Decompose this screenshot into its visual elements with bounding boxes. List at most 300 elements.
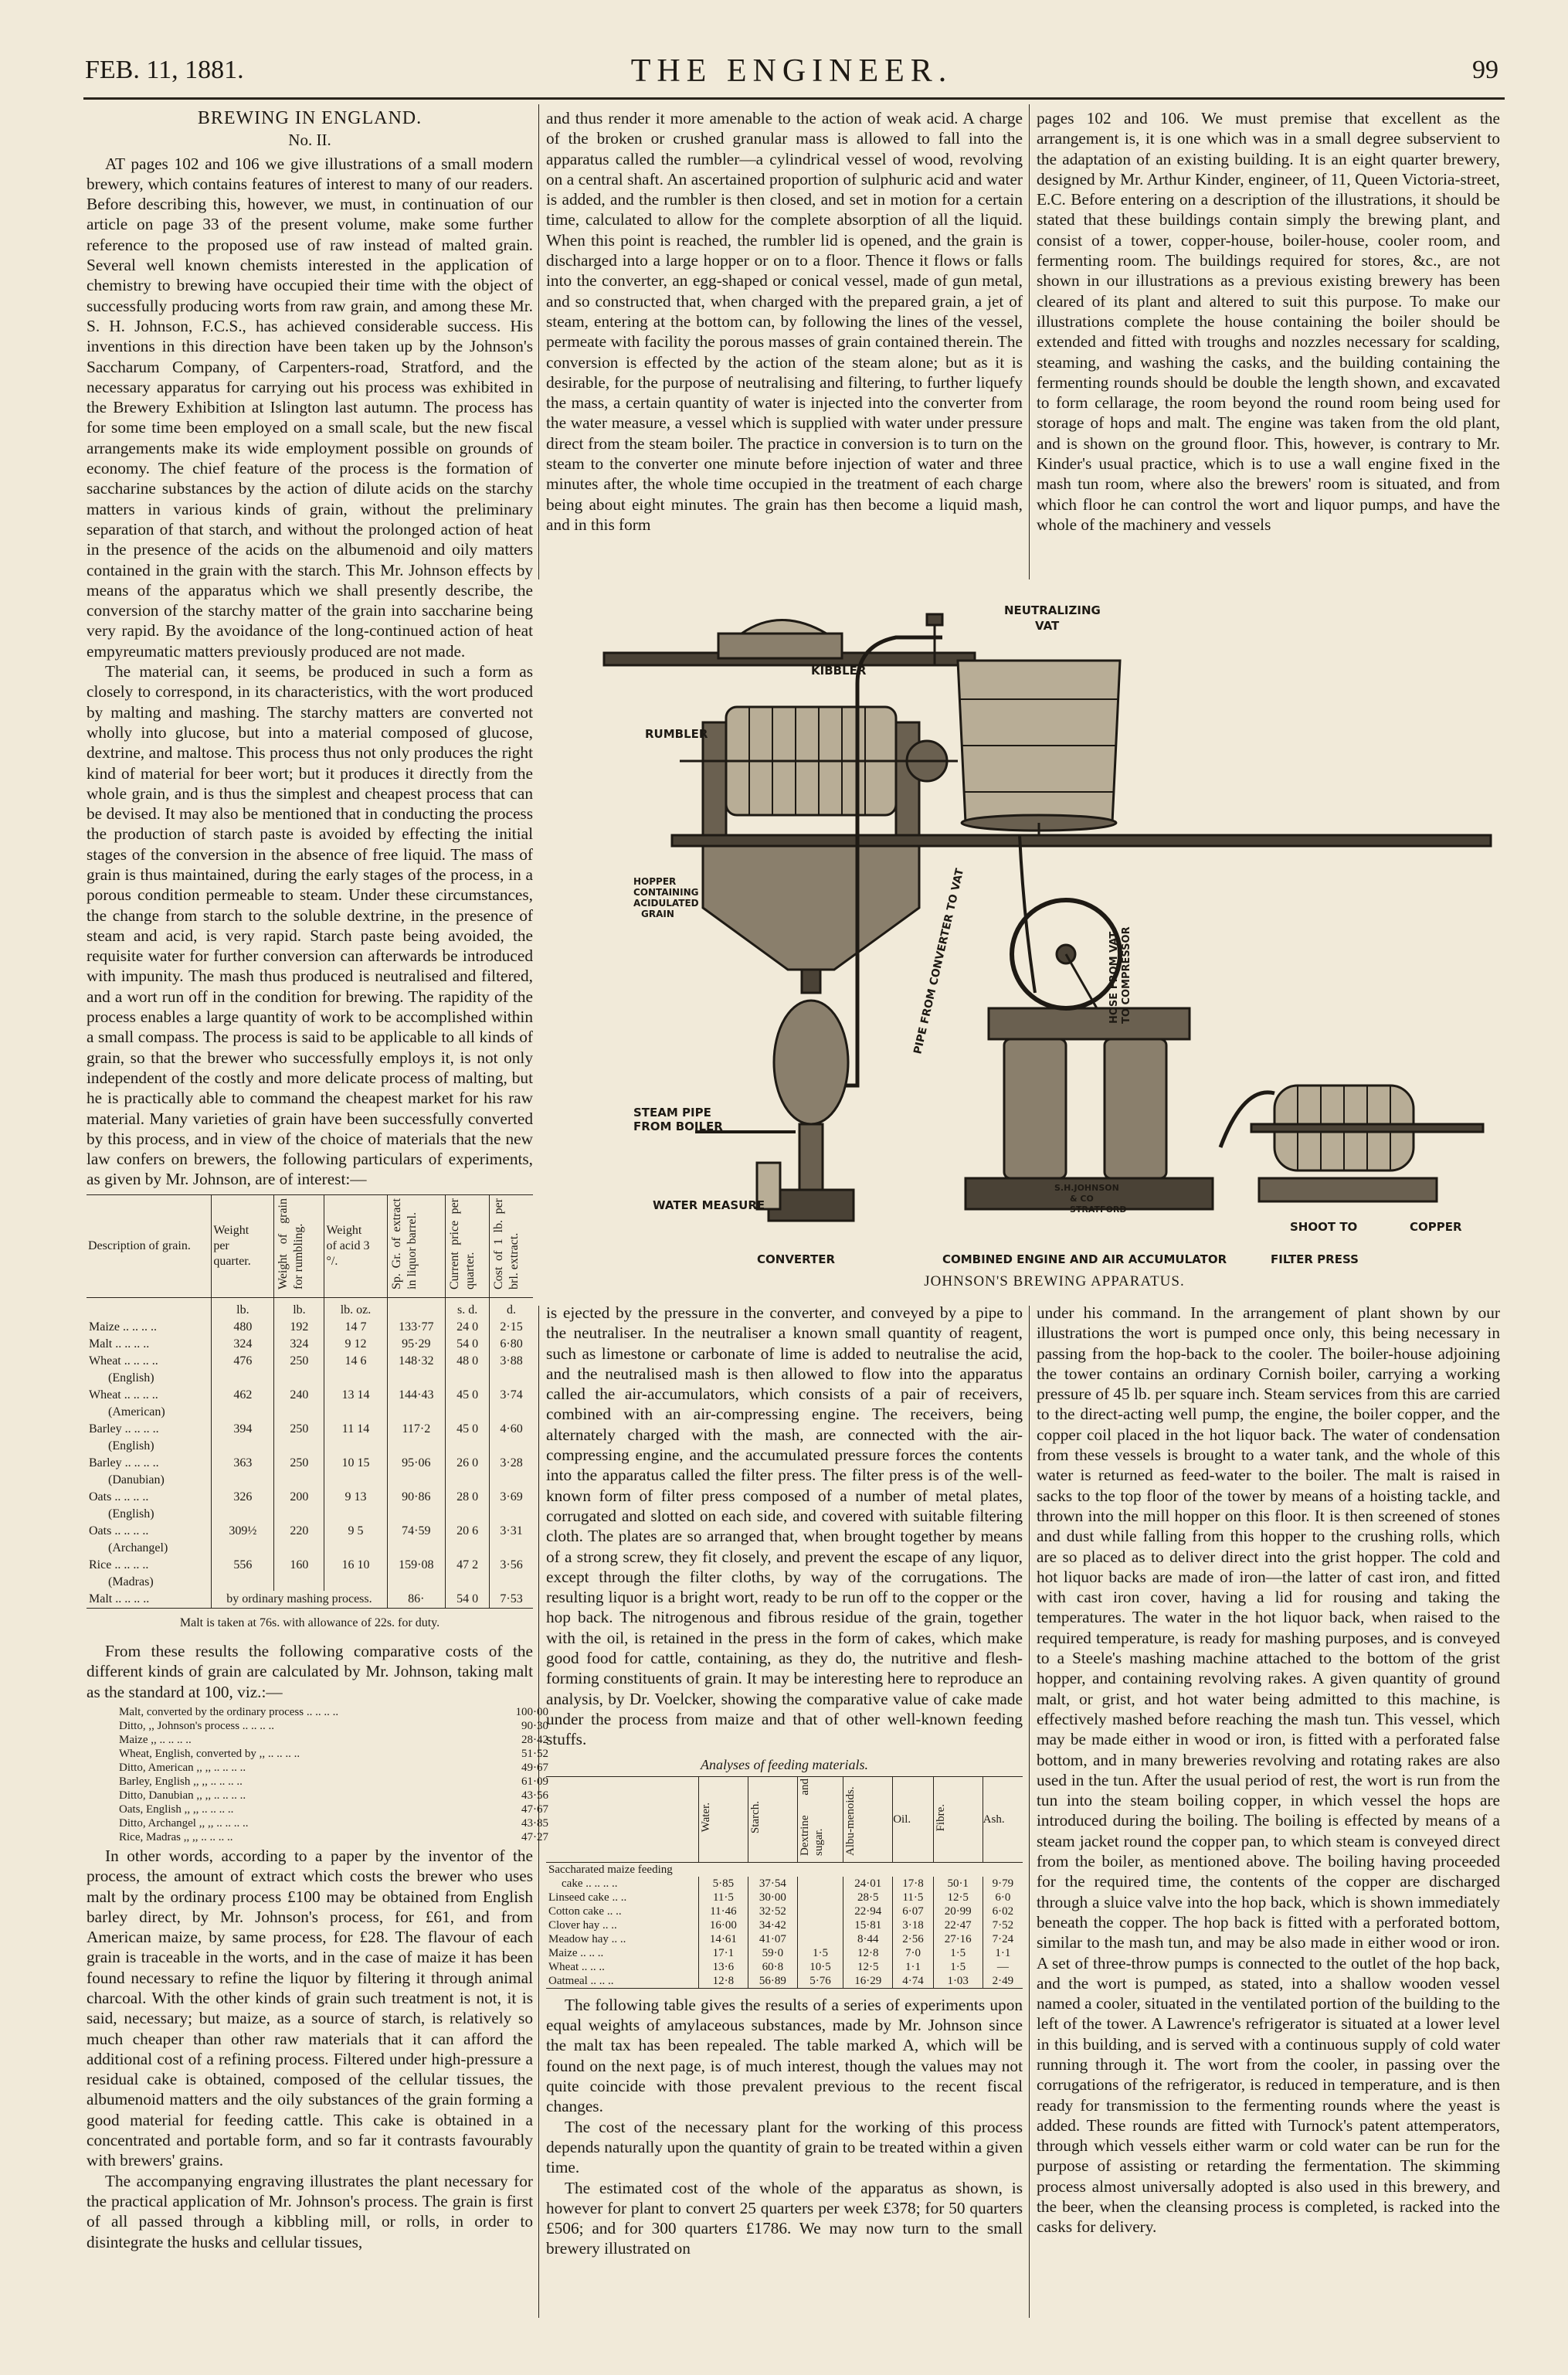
table-cell: 54 0 — [446, 1336, 490, 1353]
table-header: Description of grain. — [87, 1194, 212, 1297]
table-cell — [446, 1404, 490, 1421]
label-water-measure: WATER MEASURE — [653, 1198, 765, 1212]
table-cell: 22·47 — [933, 1918, 983, 1932]
table-cell: 133·77 — [387, 1319, 446, 1336]
table-cell: 10 15 — [324, 1455, 387, 1472]
table-row — [87, 1489, 533, 1506]
table-cell — [797, 1877, 843, 1891]
table-cell — [274, 1540, 324, 1557]
table-cell: 59·0 — [748, 1946, 797, 1960]
table-cell: 3·18 — [893, 1918, 934, 1932]
label-kibbler: KIBBLER — [811, 664, 867, 678]
table-cell: 3·69 — [490, 1489, 533, 1506]
table-cell — [212, 1370, 274, 1387]
row-label: Barley .. .. .. .. — [89, 1456, 159, 1470]
label-neutralizing: NEUTRALIZING — [1004, 603, 1101, 617]
comparative-costs-list — [117, 1705, 550, 1844]
table-header-text: Water. — [699, 1802, 712, 1833]
table-cell: 3·74 — [490, 1387, 533, 1404]
table-cell: 12·8 — [698, 1974, 748, 1989]
row-label: Linseed cake .. .. — [548, 1891, 627, 1904]
table-cell: 250 — [274, 1353, 324, 1370]
table-cell: 47 2 — [446, 1557, 490, 1574]
table-header-text: Starch. — [748, 1801, 762, 1834]
label-hopper: ACIDULATED — [633, 898, 699, 909]
table-cell: 61·09 — [521, 1775, 548, 1788]
label-hopper: CONTAINING — [633, 887, 699, 898]
column-3-top — [1037, 108, 1500, 535]
label-filter-press: FILTER PRESS — [1271, 1252, 1359, 1266]
units-row — [87, 1297, 533, 1319]
paragraph: The following table gives the results of a series of experiments upon equal weights of amylaceous substances, made by Mr. Johnson since the malt tax has been repealed. The table marked A, which will be found on the next page, is of much interest, though the values may not quite coincide with those prevalent previous to the recent fiscal changes. — [546, 1995, 1023, 2116]
table-cell: 1·5 — [933, 1960, 983, 1974]
row-label: Barley, English ,, ,, .. .. .. .. — [119, 1775, 243, 1788]
table-cell: 13·6 — [698, 1960, 748, 1974]
row-label: Malt .. .. .. .. — [89, 1337, 150, 1351]
paragraph: From these results the following comparative costs of the different kinds of grain are calculated by Mr. Johnson, taking malt as the standard at 100, viz.:— — [87, 1642, 533, 1701]
table-cell: 3·56 — [490, 1557, 533, 1574]
row-label: Oats .. .. .. .. — [89, 1490, 149, 1503]
paragraph: AT pages 102 and 106 we give illustrations of a small modern brewery, which contains features of interest to many of our readers. Before describing this, however, we must, in continuation of our article on page 33 of the present volume, make some further reference to the proposed use of raw instead of malted grain. Several well known chemists interested in the application of chemistry to brewing have occupied their time with the object of successfully producing worts from raw grain, and among these Mr. S. H. Johnson, F.C.S., has achieved considerable success. His inventions in this direction have been taken up by the Johnson's Saccharum Company, of Carpenters-road, Stratford, and the necessary apparatus for carrying out his process was exhibited in the Brewery Exhibition at Islington last autumn. The process has for some time been employed on a small scale, but the new fiscal arrangements make its wide employment possible on grounds of economy. The chief feature of the process is the formation of saccharine substances by the action of dilute acids on the starchy matters in various kinds of grain, without the preliminary separation of that starch, and without the prolonged action of heat in the presence of the acids on the albumenoid and oily matters contained in the grain with the starch. This Mr. Johnson effects by means of the apparatus which we shall presently describe, the conversion of the starchy matter of the grain into saccharine being very rapid. By the avoidance of the long-continued action of heat empyreumatic matters previously produced are not made. — [87, 154, 533, 661]
table-row — [546, 1974, 1023, 1989]
table-cell — [324, 1540, 387, 1557]
page-header — [85, 53, 1498, 94]
table-header — [797, 1776, 843, 1862]
table-cell: 43·85 — [521, 1816, 548, 1830]
row-label: Cotton cake .. .. — [548, 1904, 622, 1918]
table-cell: 4·60 — [490, 1421, 533, 1438]
issue-date: FEB. 11, 1881. — [85, 56, 244, 84]
table-cell — [324, 1438, 387, 1455]
table-cell — [387, 1540, 446, 1557]
table-row — [546, 1946, 1023, 1960]
floor-beam — [672, 835, 1491, 846]
unit-cell: s. d. — [446, 1297, 490, 1319]
table-cell: 220 — [274, 1523, 324, 1540]
table-cell — [274, 1404, 324, 1421]
table-cell: 324 — [274, 1336, 324, 1353]
paragraph: The accompanying engraving illustrates the plant necessary for the practical application of Mr. Johnson's process. The grain is first of all passed through a kibbling mill, or rolls, in order to disintegrate the husks and cellular tissues, — [87, 2171, 533, 2251]
table-cell — [324, 1404, 387, 1421]
table-cell: 9 12 — [324, 1336, 387, 1353]
row-label: Malt, converted by the ordinary process .. .. .. .. — [119, 1705, 339, 1718]
table-cell — [387, 1472, 446, 1489]
table-cell: 16 10 — [324, 1557, 387, 1574]
table-cell — [446, 1540, 490, 1557]
unit-cell: lb. — [212, 1297, 274, 1319]
row-label: Oats, English ,, ,, .. .. .. .. — [119, 1802, 234, 1816]
table-cell — [274, 1574, 324, 1591]
table-row — [546, 1960, 1023, 1974]
table-header: Ash. — [983, 1776, 1023, 1862]
kibbler-grain-heap — [742, 620, 826, 634]
row-label: Oatmeal .. .. .. — [546, 1974, 698, 1989]
table-cell: 6·0 — [983, 1891, 1023, 1904]
label-hose: TO COMPRESSOR — [1121, 926, 1132, 1024]
paragraph: and thus render it more amenable to the action of weak acid. A charge of the broken or crushed granular mass is allowed to fall into the apparatus called the rumbler—a cylindrical vessel of wood, revolving on a central shaft. An ascertained proportion of sulphuric acid and water is added, and the rumbler is then closed, and set in motion for a certain time, calculated to allow for the complete absorption of all the liquid. When this point is reached, the rumbler lid is opened, and the grain is discharged into a large hopper or on to a floor. Thence it flows or falls into the converter, an egg-shaped or conical vessel, made of gun metal, and so constructed that, when charged with the prepared grain, a jet of steam, entering at the bottom can, by following the lines of the vessel, permeate with facility the porous masses of grain contained therein. The conversion is effected by the action of the steam alone; but as it is desirable, for the purpose of neutralising and filtering, to further liquefy the mass, a certain quantity of water is injected into the converter from the water measure, a vessel which is supplied with water under pressure direct from the steam boiler. The practice in conversion is to turn on the steam to the converter one minute before injection of water and three minutes after, the whole time occupied in the treatment of each charge being about eight minutes. The grain has then become a liquid mash, and in this form — [546, 109, 1023, 534]
column-2-bottom — [546, 1303, 1023, 2259]
table-cell: 11·5 — [893, 1891, 934, 1904]
table-note: Malt is taken at 76s. with allowance of 22s. for duty. — [179, 1616, 440, 1629]
table-cell: 86· — [387, 1591, 446, 1609]
table-row — [87, 1421, 533, 1438]
label-hopper: HOPPER — [633, 876, 677, 887]
neutralizing-vat — [958, 661, 1120, 823]
column-rule-2 — [1029, 104, 1030, 579]
figure-caption: JOHNSON'S BREWING APPARATUS. — [924, 1273, 1185, 1289]
row-label: Maize ,, .. .. .. .. — [119, 1733, 192, 1746]
column-rule-4 — [1029, 1306, 1030, 2318]
table-cell — [446, 1370, 490, 1387]
grain-table-body — [87, 1297, 533, 1608]
label-copper: COPPER — [1410, 1220, 1462, 1234]
table-cell: 15·81 — [843, 1918, 893, 1932]
label-steam-pipe: FROM BOILER — [633, 1120, 723, 1133]
air-accumulator-right — [1105, 1039, 1166, 1178]
table-cell: 200 — [274, 1489, 324, 1506]
table-cell: — — [983, 1960, 1023, 1974]
air-accumulator-left — [1004, 1039, 1066, 1178]
article-title: BREWING IN ENGLAND. — [197, 108, 423, 128]
table-cell: 10·5 — [797, 1960, 843, 1974]
table-cell — [324, 1574, 387, 1591]
table-cell: 16·00 — [698, 1918, 748, 1932]
table-cell: 1·03 — [933, 1974, 983, 1989]
table-cell: 309½ — [212, 1523, 274, 1540]
table-header — [324, 1194, 387, 1297]
table-header — [933, 1776, 983, 1862]
table-cell: 20·99 — [933, 1904, 983, 1918]
table-cell: 24 0 — [446, 1319, 490, 1336]
table-cell — [387, 1404, 446, 1421]
table-cell: 240 — [274, 1387, 324, 1404]
table-cell: 34·42 — [748, 1918, 797, 1932]
table-cell — [324, 1506, 387, 1523]
table-header: Oil. — [893, 1776, 934, 1862]
table-cell: 9·79 — [983, 1877, 1023, 1891]
table-cell: 90·86 — [387, 1489, 446, 1506]
table-cell: 50·1 — [933, 1877, 983, 1891]
row-label: (Archangel) — [108, 1541, 168, 1554]
list-item — [117, 1747, 550, 1761]
row-label: Rice, Madras ,, ,, .. .. .. .. — [119, 1830, 233, 1843]
unit-cell: lb. — [274, 1297, 324, 1319]
table-cell — [446, 1472, 490, 1489]
table-cell: 22·94 — [843, 1904, 893, 1918]
table-row — [546, 1918, 1023, 1932]
column-3-bottom — [1037, 1303, 1500, 2237]
table-cell: 45 0 — [446, 1421, 490, 1438]
row-label: (Danubian) — [108, 1473, 165, 1486]
table-cell: 43·56 — [521, 1789, 548, 1802]
row-label: Malt .. .. .. .. — [87, 1591, 212, 1609]
table-header — [748, 1776, 797, 1862]
article-number: No. II. — [288, 131, 331, 150]
table-cell: 148·32 — [387, 1353, 446, 1370]
list-item — [117, 1775, 550, 1789]
table-cell — [446, 1438, 490, 1455]
table-cell: 26 0 — [446, 1455, 490, 1472]
kibbler — [718, 634, 842, 658]
table-cell: 324 — [212, 1336, 274, 1353]
table-row — [87, 1574, 533, 1591]
paragraph: under his command. In the arrangement of plant shown by our illustrations the wort is pumped once only, this being necessary in passing from the hop-back to the cooler. The boiler-house adjoining the tower contains an ordinary Cornish boiler, carrying a working pressure of 45 lb. per square inch. Steam services from this are carried to the direct-acting well pump, the engine, the boiler copper, and the copper coil placed in the hot liquor back. The water of condensation from these vessels is brought to a water tank, and the whole of this water is returned as feed-water to the boiler. The malt is raised in sacks to the top floor of the tower by means of a hoisting tackle, and thrown into the mill hopper on this floor. It is then screened of stones and dust while falling from this hopper to the crushing rolls, which are so placed as to deliver direct into the grist hopper. The cold and hot liquor backs are made of iron—the latter of cast iron, and fitted with cast iron cover, having a lid for rousing and taking the temperatures. The water in the hot liquor back, when raised to the required temperature, is ready for mashing purposes, and is conveyed to a Steele's mashing machine attached to the bottom of the grist hopper, and containing revolving rakes. A given quantity of ground malt, or grist, and hot water being admitted to this machine, is effectively mashed before reaching the mash tun. This vessel, which may be made either in wood or iron, is fitted with a perforated false bottom, and in many breweries revolving and rotating rakes are also used in the tun. After the usual period of rest, the wort is run from the tun into the steam boiling copper, in which vessel the hops are introduced during the boiling. The boiling is effected by means of a steam jacket round the copper pan, to which steam is conveyed direct from the boiler, as mentioned above. The boiling having proceeded for the required time, the contents of the copper are discharged through a sluice valve into the hop back, which is shown immediately beneath the copper. The hop back is fitted with a perforated bottom, similar to the mash tun, and may be also made in either wood or iron. A set of three-throw pumps is connected to the outlet of the hop back, and the wort is pumped, as stated, into a shallow wooden vessel named a cooler, situated in the ventilated portion of the building to the left of the tower. A Lawrence's refrigerator is situated at a lower level in this building, and is served with a continuous supply of cold water running through it. The wort from the cooler, in passing over the corrugations of the refrigerator, is reduced in temperature, and is then ready for transmission to the fermenting rounds where the yeast is added. These rounds are fitted with Turnock's patent attemperators, through which vessels either warm or cold water can be run for the purpose of assisting or retarding the fermentation. The skimming process almost universally adopted is also used in this brewery, and the beer, when the cleansing process is completed, is racked into the casks for delivery. — [1037, 1303, 1500, 2237]
label-combined-engine: COMBINED ENGINE AND AIR ACCUMULATOR — [942, 1252, 1227, 1266]
table-header-text: Dextrine and sugar. — [798, 1779, 825, 1857]
table-cell: 95·06 — [387, 1455, 446, 1472]
label-shoot-to: SHOOT TO — [1290, 1220, 1358, 1234]
table-row — [87, 1336, 533, 1353]
table-cell: 3·28 — [490, 1455, 533, 1472]
table-cell — [324, 1472, 387, 1489]
table-cell: 14 7 — [324, 1319, 387, 1336]
paragraph: The estimated cost of the whole of the apparatus as shown, is however for plant to convert 25 quarters per week £378; for 50 quarters £506; and for 300 quarters £1786. We may now turn to the small brewery illustrated on — [546, 2178, 1023, 2258]
table-cell — [490, 1472, 533, 1489]
unit-cell — [87, 1297, 212, 1319]
row-label: (English) — [108, 1371, 154, 1385]
page-number: 99 — [1472, 56, 1498, 84]
column-1 — [87, 108, 548, 2252]
table-row — [87, 1506, 533, 1523]
table-cell — [324, 1370, 387, 1387]
list-item — [117, 1733, 550, 1747]
table-row — [87, 1404, 533, 1421]
table-cell — [274, 1370, 324, 1387]
table-cell — [212, 1506, 274, 1523]
table-cell — [387, 1438, 446, 1455]
row-label: (English) — [108, 1507, 154, 1520]
table-cell: 6·07 — [893, 1904, 934, 1918]
table-header-text: Current price per quarter. — [448, 1198, 477, 1289]
header-rule — [83, 97, 1505, 100]
table-cell: 17·8 — [893, 1877, 934, 1891]
table-cell: 12·5 — [843, 1960, 893, 1974]
label-rumbler: RUMBLER — [645, 727, 708, 741]
table-cell — [797, 1891, 843, 1904]
table-cell — [274, 1506, 324, 1523]
table-header-text: Weight of grain for rumbling. — [277, 1198, 306, 1289]
table-cell: 11·46 — [698, 1904, 748, 1918]
table-cell: 7·24 — [983, 1932, 1023, 1946]
table-cell — [212, 1540, 274, 1557]
table-cell: 250 — [274, 1421, 324, 1438]
table-header — [274, 1194, 324, 1297]
table-cell: 480 — [212, 1319, 274, 1336]
table-cell: 4·74 — [893, 1974, 934, 1989]
table-cell — [797, 1932, 843, 1946]
table-cell — [212, 1438, 274, 1455]
table-cell: 9 13 — [324, 1489, 387, 1506]
table-header-text: Albu-menoids. — [844, 1786, 857, 1857]
table-cell: 47·27 — [521, 1830, 548, 1843]
row-label: Wheat .. .. .. .. — [89, 1388, 158, 1402]
row-label: Maize .. .. .. .. — [89, 1320, 157, 1334]
table-cell: 7·53 — [490, 1591, 533, 1609]
table-cell: 11 14 — [324, 1421, 387, 1438]
table-cell: 117·2 — [387, 1421, 446, 1438]
table-cell — [212, 1404, 274, 1421]
table-row — [87, 1455, 533, 1472]
table-cell: 60·8 — [748, 1960, 797, 1974]
row-label: Clover hay .. .. — [548, 1918, 617, 1932]
table-cell: 100·00 — [515, 1705, 548, 1718]
table-cell: 7·0 — [893, 1946, 934, 1960]
list-item — [117, 1830, 550, 1844]
row-label: (English) — [108, 1439, 154, 1453]
table-cell — [387, 1506, 446, 1523]
label-steam-pipe: STEAM PIPE — [633, 1106, 711, 1120]
table-cell: 27·16 — [933, 1932, 983, 1946]
table-header-text: Weight of acid 3 °/. — [326, 1223, 370, 1268]
table-row — [87, 1387, 533, 1404]
unit-cell — [387, 1297, 446, 1319]
table-cell: 30·00 — [748, 1891, 797, 1904]
table-cell: 159·08 — [387, 1557, 446, 1574]
analysis-title: Analyses of feeding materials. — [701, 1756, 868, 1772]
table-cell: 28·5 — [843, 1891, 893, 1904]
table-cell: 12·5 — [933, 1891, 983, 1904]
list-item — [117, 1761, 550, 1775]
table-cell: 48 0 — [446, 1353, 490, 1370]
table-cell: 20 6 — [446, 1523, 490, 1540]
paragraph: The cost of the necessary plant for the working of this process depends naturally upon the quantity of grain to be treated within a given time. — [546, 2117, 1023, 2177]
paragraph: is ejected by the pressure in the converter, and conveyed by a pipe to the neutraliser. In the neutraliser a known small quantity of reagent, such as limestone or carbonate of lime is added to neutralise the acid, and the neutralised mash is then allowed to flow into the apparatus called the air-accumulators, which consists of a pair of receivers, combined with an air-compressing engine. The receivers, being alternately charged with the mash, are connected with the air-compressing engine, and the accumulated pressure forces the contents into the apparatus called the filter press. The filter press is of the well-known form of filter press composed of a number of metal plates, corrugated and slotted on each side, and covered with suitable filtering cloth. The plates are so arranged that, when brought together by means of a strong screw, they fit closely, and prevent the escape of any liquor, except through the filter cloths, by way of the corrugations. The resulting liquor is a bright wort, ready to be run off to the copper or the hop back. The nitrogenous and fibrous residue of the grain, together with the oil, is retained in the press in the form of cakes, which make good food for cattle, containing, as they do, the nutritive and flesh-forming constituents of grain. It may be interesting here to reproduce an analysis, by Dr. Voelcker, showing the comparative value of cake made under the process from maize and that of other well-known feeding stuffs. — [546, 1303, 1023, 1749]
brewing-apparatus-engraving — [602, 591, 1506, 1290]
table-cell: 45 0 — [446, 1387, 490, 1404]
table-cell — [490, 1370, 533, 1387]
column-rule-1 — [538, 104, 539, 579]
row-label: (American) — [108, 1405, 165, 1419]
row-label: Wheat .. .. .. .. — [89, 1354, 158, 1368]
row-label: Ditto, ,, Johnson's process .. .. .. .. — [119, 1719, 275, 1732]
table-row — [87, 1353, 533, 1370]
row-label: Meadow hay .. .. — [548, 1932, 626, 1945]
table-header — [546, 1776, 698, 1862]
list-item — [117, 1802, 550, 1816]
table-cell: 3·31 — [490, 1523, 533, 1540]
table-cell — [490, 1438, 533, 1455]
table-cell: 476 — [212, 1353, 274, 1370]
table-cell: 16·29 — [843, 1974, 893, 1989]
table-cell: 14 6 — [324, 1353, 387, 1370]
table-cell — [387, 1370, 446, 1387]
converter-vessel — [774, 1001, 848, 1124]
table-cell: 9 5 — [324, 1523, 387, 1540]
table-cell — [797, 1904, 843, 1918]
paragraph: In other words, according to a paper by the inventor of the process, the amount of extract which costs the brewer who uses malt by the ordinary process £100 may be obtained from English barley direct, by Mr. Johnson's process, for £61, and from American maize, by same process, for £28. The flavour of each grain is traceable in the worts, and in the case of maize it has been found necessary to refine the liquor by filtering it through animal charcoal. With the other kinds of grain such treatment is not, it is said, necessary; but maize, as a source of starch, is relatively so much cheaper than other raw materials that it can afford the additional cost of a refining process. Filtered under high-pressure a residual cake is obtained, composed of the cellular tissues, the albumenoid matters and the oily substances of the grain forming a good material for feeding cattle. This cake is obtained in a concentrated and portable form, and so far it contrasts favourably with brewers' grains. — [87, 1846, 533, 2170]
table-cell — [490, 1404, 533, 1421]
feeding-analysis-table — [546, 1776, 1023, 1989]
table-cell: 5·85 — [698, 1877, 748, 1891]
table-row — [546, 1932, 1023, 1946]
row-label: Ditto, American ,, ,, .. .. .. .. — [119, 1761, 246, 1774]
table-cell — [212, 1472, 274, 1489]
table-cell: 54 0 — [446, 1591, 490, 1609]
table-row — [87, 1540, 533, 1557]
table-header-text: Cost of 1 lb. per brl. extract. — [492, 1198, 521, 1289]
table-header-text: Weight per quarter. — [213, 1223, 251, 1268]
table-header — [212, 1194, 274, 1297]
table-cell: 462 — [212, 1387, 274, 1404]
table-row — [546, 1877, 1023, 1891]
table-cell — [446, 1574, 490, 1591]
analysis-table-body — [546, 1862, 1023, 1988]
table-header — [843, 1776, 893, 1862]
label-maker: STRATFORD — [1070, 1204, 1127, 1215]
row-label: Saccharated maize feeding — [548, 1863, 673, 1876]
row-label: Maize .. .. .. — [548, 1946, 604, 1959]
publication-title: THE ENGINEER. — [630, 53, 953, 89]
table-cell: 160 — [274, 1557, 324, 1574]
table-cell: 326 — [212, 1489, 274, 1506]
table-row — [546, 1862, 1023, 1877]
table-cell — [387, 1574, 446, 1591]
label-hose: HOSE FROM VAT — [1108, 931, 1120, 1024]
table-cell: 28 0 — [446, 1489, 490, 1506]
table-cell: 37·54 — [748, 1877, 797, 1891]
table-cell: 47·67 — [521, 1802, 548, 1816]
list-item — [117, 1789, 550, 1802]
column-2-top — [546, 108, 1023, 535]
table-cell: 2·15 — [490, 1319, 533, 1336]
table-header — [698, 1776, 748, 1862]
table-cell: 363 — [212, 1455, 274, 1472]
table-header-text: Sp. Gr. of extract in liquor barrel. — [389, 1198, 419, 1289]
label-vat: VAT — [1035, 619, 1060, 633]
table-cell: 90·30 — [521, 1719, 548, 1732]
row-label: Rice .. .. .. .. — [89, 1558, 149, 1571]
table-cell: 3·88 — [490, 1353, 533, 1370]
table-cell: 1·1 — [983, 1946, 1023, 1960]
table-row — [546, 1891, 1023, 1904]
row-label: Wheat, English, converted by ,, .. .. .. .. — [119, 1747, 300, 1760]
table-row — [87, 1472, 533, 1489]
table-cell: 394 — [212, 1421, 274, 1438]
table-cell: 24·01 — [843, 1877, 893, 1891]
table-cell: 51·52 — [521, 1747, 548, 1760]
table-cell: 56·89 — [748, 1974, 797, 1989]
table-cell — [274, 1472, 324, 1489]
table-cell: 1·5 — [933, 1946, 983, 1960]
list-item — [117, 1705, 550, 1719]
table-cell: by ordinary mashing process. — [212, 1591, 387, 1609]
table-cell: 250 — [274, 1455, 324, 1472]
table-cell: 2·49 — [983, 1974, 1023, 1989]
table-cell: 12·8 — [843, 1946, 893, 1960]
table-row — [87, 1438, 533, 1455]
table-cell: 14·61 — [698, 1932, 748, 1946]
cost-list-body — [117, 1705, 550, 1844]
label-maker: S.H.JOHNSON — [1054, 1183, 1119, 1193]
table-cell: 1·5 — [797, 1946, 843, 1960]
row-label: Wheat .. .. .. — [548, 1960, 605, 1973]
row-label: Ditto, Danubian ,, ,, .. .. .. .. — [119, 1789, 246, 1802]
table-header — [490, 1194, 533, 1297]
grain-experiments-table — [87, 1194, 533, 1609]
table-cell — [797, 1918, 843, 1932]
row-label: cake .. .. .. .. — [562, 1877, 618, 1890]
unit-cell: d. — [490, 1297, 533, 1319]
table-cell: 5·76 — [797, 1974, 843, 1989]
table-cell — [274, 1438, 324, 1455]
table-cell: 556 — [212, 1557, 274, 1574]
hopper — [703, 846, 919, 970]
table-cell — [446, 1506, 490, 1523]
table-header-text: Fibre. — [934, 1803, 947, 1832]
label-pipe-from-converter: PIPE FROM CONVERTER TO VAT — [911, 867, 967, 1055]
table-cell — [490, 1574, 533, 1591]
label-converter: CONVERTER — [757, 1252, 836, 1266]
